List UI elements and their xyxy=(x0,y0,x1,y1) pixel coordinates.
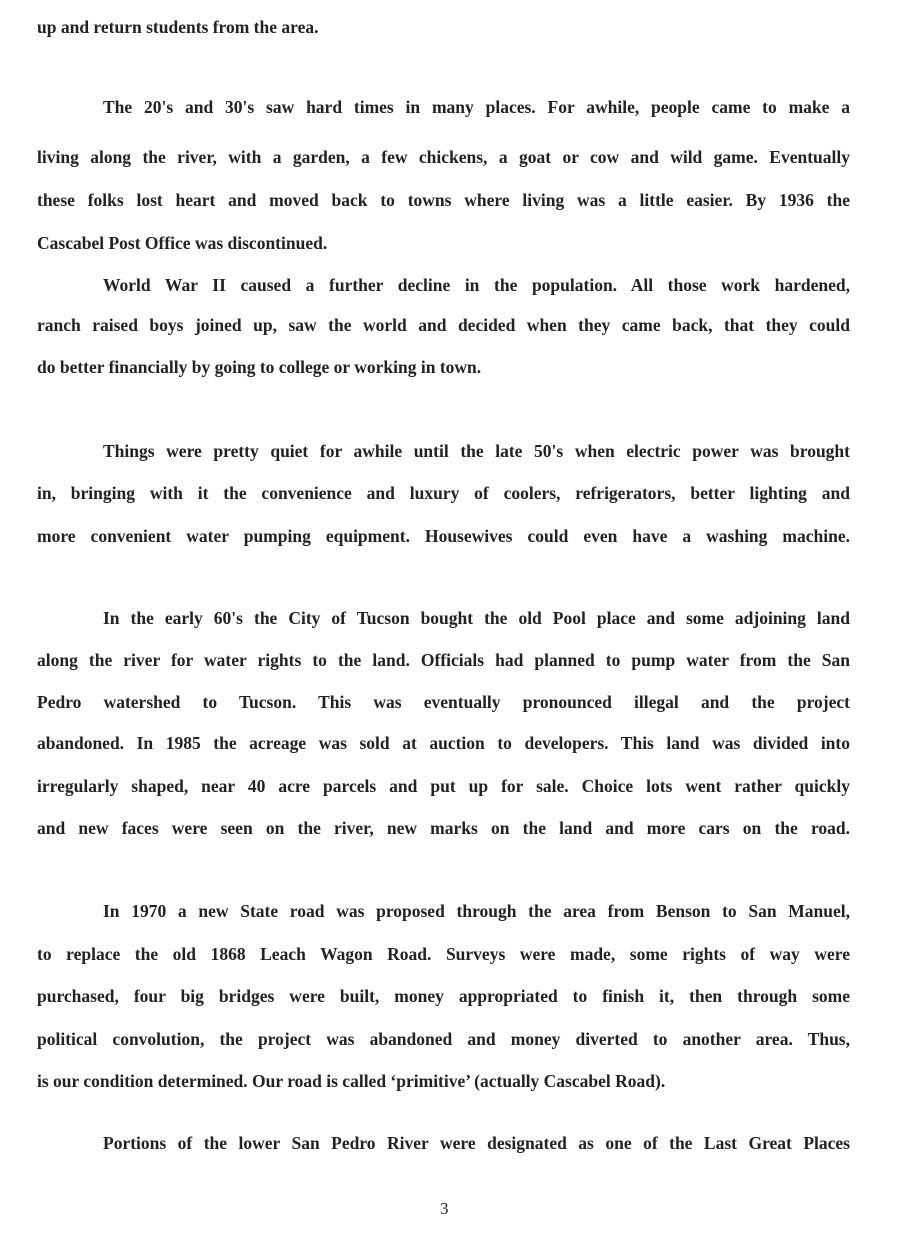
text-line: along the river for water rights to the land. Officials had planned to pump water from the San xyxy=(37,650,850,670)
text-line: Things were pretty quiet for awhile until the late 50's when electric power was brought xyxy=(103,441,850,461)
text-line: is our condition determined. Our road is called ‘primitive’ (actually Cascabel Road). xyxy=(37,1071,666,1091)
text-line: The 20's and 30's saw hard times in many places. For awhile, people came to make a xyxy=(103,97,850,117)
text-line: In the early 60's the City of Tucson bought the old Pool place and some adjoining land xyxy=(103,608,850,628)
text-line: in, bringing with it the convenience and luxury of coolers, refrigerators, better lighting and xyxy=(37,483,850,503)
text-line: and new faces were seen on the river, new marks on the land and more cars on the road. xyxy=(37,818,850,838)
text-line: irregularly shaped, near 40 acre parcels and put up for sale. Choice lots went rather quickly xyxy=(37,776,850,796)
text-line: purchased, four big bridges were built, money appropriated to finish it, then through some xyxy=(37,986,850,1006)
text-line: more convenient water pumping equipment. Housewives could even have a washing machine. xyxy=(37,526,850,546)
text-line: these folks lost heart and moved back to towns where living was a little easier. By 1936 the xyxy=(37,190,850,210)
page-number: 3 xyxy=(440,1199,449,1218)
text-line: Portions of the lower San Pedro River were designated as one of the Last Great Places xyxy=(103,1133,850,1153)
text-line: Cascabel Post Office was discontinued. xyxy=(37,233,328,253)
text-line: political convolution, the project was abandoned and money diverted to another area. Thus, xyxy=(37,1029,850,1049)
text-line: living along the river, with a garden, a few chickens, a goat or cow and wild game. Eventually xyxy=(37,147,850,167)
text-line: In 1970 a new State road was proposed through the area from Benson to San Manuel, xyxy=(103,901,850,921)
text-line: to replace the old 1868 Leach Wagon Road. Surveys were made, some rights of way were xyxy=(37,944,850,964)
text-line: up and return students from the area. xyxy=(37,17,319,37)
text-line: World War II caused a further decline in the population. All those work hardened, xyxy=(103,275,850,295)
text-line: do better financially by going to college or working in town. xyxy=(37,357,482,377)
text-line: Pedro watershed to Tucson. This was eventually pronounced illegal and the project xyxy=(37,692,850,712)
text-line: abandoned. In 1985 the acreage was sold at auction to developers. This land was divided into xyxy=(37,733,850,753)
text-line: ranch raised boys joined up, saw the world and decided when they came back, that they could xyxy=(37,315,850,335)
